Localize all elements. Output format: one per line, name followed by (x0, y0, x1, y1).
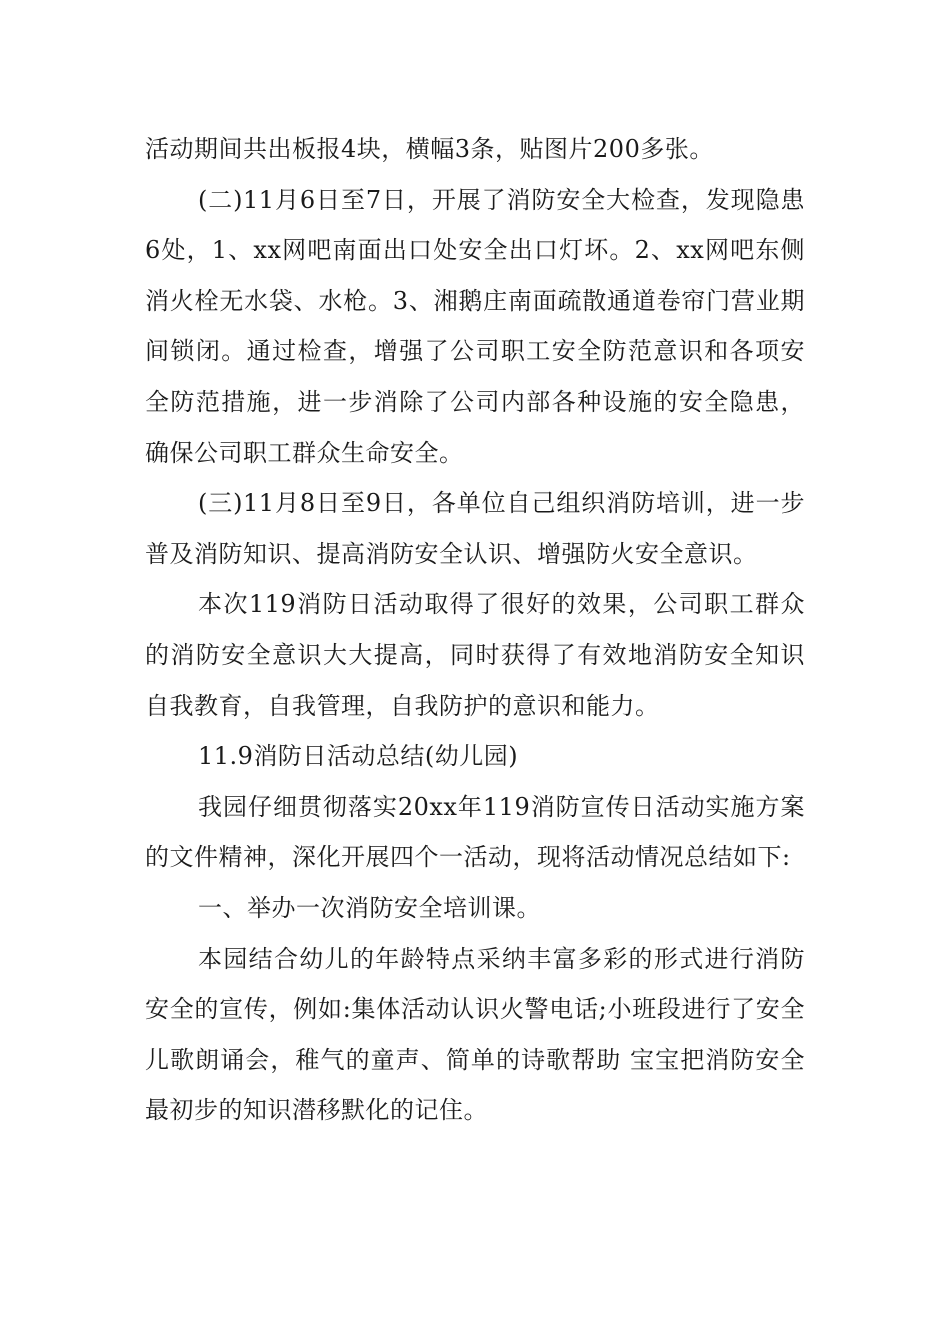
paragraph-posters-summary: 活动期间共出板报4块，横幅3条，贴图片200多张。 (145, 135, 714, 163)
paragraph-kindergarten-activities: 本园结合幼儿的年龄特点采纳丰富多彩的形式进行消防安全的宣传，例如:集体活动认识火警电话;小班段进行了安全儿歌朗诵会，稚气的童声、简单的诗歌帮助 宝宝把消防安全最初步的知识潜移默化的记住。 (145, 944, 805, 1125)
paragraph-fire-training: (三)11月8日至9日，各单位自己组织消防培训，进一步普及消防知识、提高消防安全认识、增强防火安全意识。 (145, 489, 805, 568)
document-body (145, 124, 805, 1136)
paragraph-kindergarten-intro: 我园仔细贯彻落实20xx年119消防宣传日活动实施方案的文件精神，深化开展四个一活动，现将活动情况总结如下: (145, 792, 805, 872)
paragraph-activity-results: 本次119消防日活动取得了很好的效果，公司职工群众的消防安全意识大大提高，同时获得了有效地消防安全知识自我教育，自我管理，自我防护的意识和能力。 (145, 590, 805, 720)
subheading-training-class: 一、举办一次消防安全培训课。 (198, 893, 541, 922)
section-heading-kindergarten: 11.9消防日活动总结(幼儿园) (198, 742, 519, 771)
paragraph-safety-inspection: (二)11月6日至7日，开展了消防安全大检查，发现隐患6处，1、xx网吧南面出口处安全出口灯坏。2、xx网吧东侧消火栓无水袋、水枪。3、湘鹅庄南面疏散通道卷帘门营业期间锁闭。通过检查，增强了公司职工安全防范意识和各项安全防范措施，进一步消除了公司内部各种设施的安全隐患，确保公司职工群众生命安全。 (145, 185, 805, 467)
